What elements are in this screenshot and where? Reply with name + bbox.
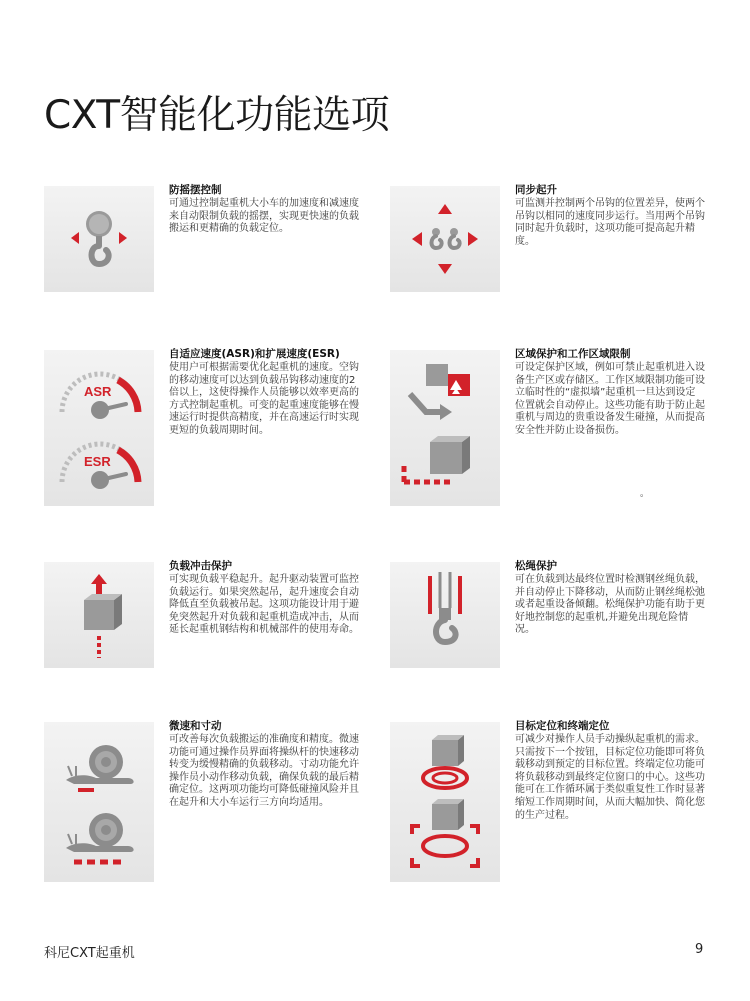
feature-adaptive-speed [44,350,364,506]
page-title: CXT智能化功能选项 [44,93,390,138]
stray-dot: 。 [640,489,650,499]
page-number: 9 [695,942,704,957]
feature-title: 负载冲击保护 [169,560,232,572]
feature-synchronized-hoisting [390,186,710,292]
asr-label: ASR [84,384,112,399]
feature-body: 可在负载到达最终位置时检测钢丝绳负载，并自动停止下降移动，从而防止钢丝绳松弛或者起重设备倾翻。松绳保护功能有助于更好地控制您的起重机,并避免出现危险情况。 [515,574,705,636]
feature-body: 可监测并控制两个吊钩的位置差异，使两个吊钩以相同的速度同步运行。当用两个吊钩同时起升负载时，这项功能可提高起升精度。 [515,198,705,247]
feature-body: 可实现负载平稳起升。起升驱动装置可监控负载运行。如果突然起吊，起升速度会自动降低直至负载被吊起。这项功能设计用于避免突然起升对负载和起重机造成冲击，从而延长起重机钢结构和机械部件的使用寿命。 [169,574,359,636]
feature-body: 使用户可根据需要优化起重机的速度。空钩的移动速度可以达到负载吊钩移动速度的2倍以上，这使得操作人员能够以效率更高的方式控制起重机。可变的起重速度能够在慢速运行时提供高精度，并在高速运行时实现更短的负载周期时间。 [169,362,359,436]
feature-micro-speed-inching [44,722,364,882]
snail-icon [44,722,154,882]
feature-image [390,350,500,506]
feature-slack-rope-prevention [390,562,710,668]
protected-zone-icon [390,350,500,506]
feature-image [390,722,500,882]
synchronized-hooks-icon [390,186,500,292]
hook-sway-icon [44,186,154,292]
feature-title: 自适应速度(ASR)和扩展速度(ESR) [169,348,340,360]
feature-title: 微速和寸动 [169,720,222,732]
feature-anti-sway [44,186,364,292]
feature-title: 同步起升 [515,184,557,196]
feature-target-positioning [390,722,710,882]
speed-gauge-icon [44,350,154,506]
footer-label: 科尼CXT起重机 [44,946,135,961]
feature-title: 松绳保护 [515,560,557,572]
feature-image [44,186,154,292]
feature-image [44,562,154,668]
feature-title: 防摇摆控制 [169,184,222,196]
feature-body: 可减少对操作人员手动操纵起重机的需求。只需按下一个按钮，目标定位功能即可将负载移动到预定的目标位置。终端定位功能可将负载移动到最终定位窗口的中心。这些功能可在工作循环属于类似重复性工作时显著缩短工作周期时间，从而大幅加快、简化您的生产过程。 [515,734,705,821]
load-shock-icon [44,562,154,668]
target-positioning-icon [390,722,500,882]
feature-image [390,562,500,668]
slack-rope-icon [390,562,500,668]
feature-body: 可改善每次负载搬运的准确度和精度。微速功能可通过操作员界面将操纵杆的快速移动转变为缓慢精确的负载移动。寸动功能允许操作员小动作移动负载，确保负载的最后精确定位。这两项功能均可降低碰撞风险并且在起升和大小车运行三方向均适用。 [169,734,359,808]
feature-title: 区域保护和工作区域限制 [515,348,631,360]
feature-body: 可通过控制起重机大小车的加速度和减速度来自动限制负载的摇摆，实现更快速的负载搬运和更精确的负载定位。 [169,198,359,235]
feature-load-shock-protection [44,562,364,668]
feature-protected-zones [390,350,710,506]
feature-image [390,186,500,292]
feature-image [44,722,154,882]
feature-title: 目标定位和终端定位 [515,720,610,732]
feature-body: 可设定保护区域，例如可禁止起重机进入设备生产区或存储区。工作区域限制功能可设立临时性的“虚拟墙”起重机一旦达到设定位置就会自动停止。这些功能有助于防止起重机与周边的贵重设备发生碰撞，从而提高安全性并防止设备损伤。 [515,362,705,436]
esr-label: ESR [84,454,111,469]
feature-image [44,350,154,506]
